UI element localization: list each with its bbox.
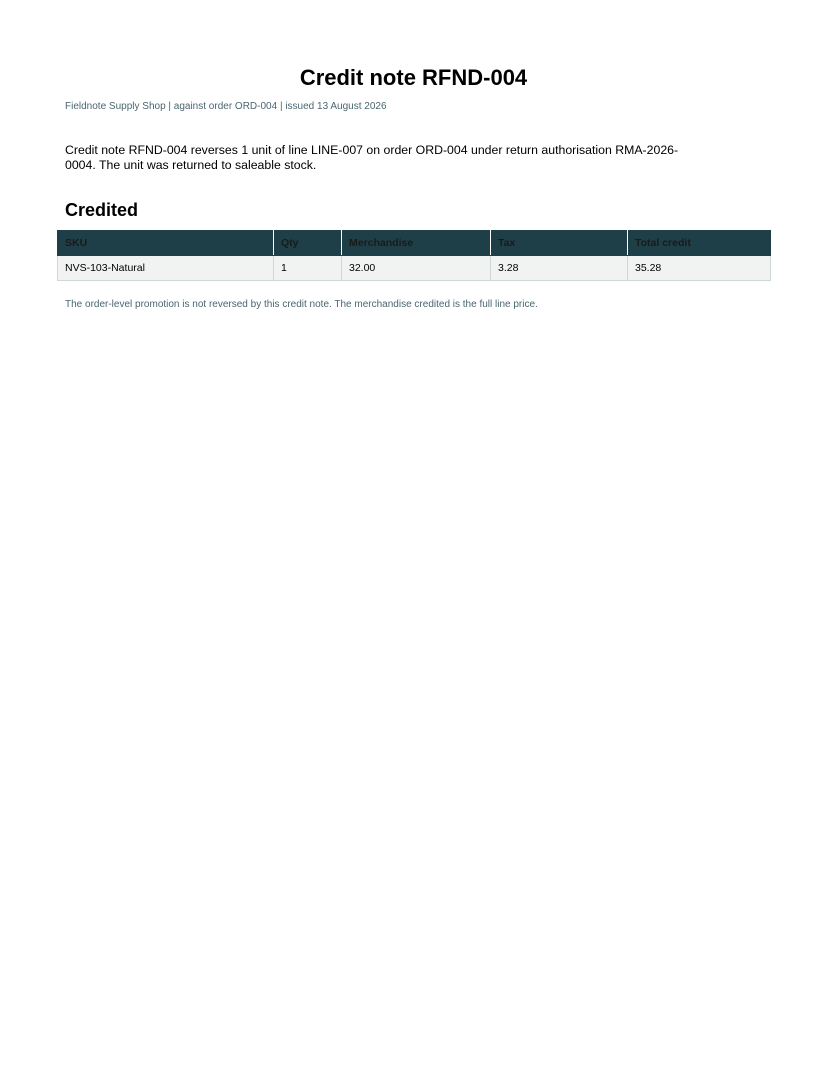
cell-merchandise: 32.00 bbox=[342, 256, 491, 281]
column-header-merchandise: Merchandise bbox=[342, 231, 491, 256]
credited-items-table bbox=[57, 230, 771, 281]
credit-summary-paragraph: Credit note RFND-004 reverses 1 unit of line LINE-007 on order ORD-004 under return authorisation RMA-2026-0004. The unit was returned to saleable stock. bbox=[65, 143, 679, 172]
column-header-tax: Tax bbox=[491, 231, 628, 256]
cell-tax: 3.28 bbox=[491, 256, 628, 281]
column-header-qty: Qty bbox=[274, 231, 342, 256]
credited-section-heading: Credited bbox=[65, 200, 139, 220]
promotion-footnote: The order-level promotion is not reversed by this credit note. The merchandise credited is the full line price. bbox=[65, 299, 538, 310]
cell-qty: 1 bbox=[274, 256, 342, 281]
document-title: Credit note RFND-004 bbox=[299, 65, 528, 90]
cell-total-credit: 35.28 bbox=[628, 256, 771, 281]
cell-sku: NVS-103-Natural bbox=[58, 256, 274, 281]
table-row bbox=[58, 256, 771, 281]
document-meta-line: Fieldnote Supply Shop | against order ORD-004 | issued 13 August 2026 bbox=[65, 101, 387, 112]
column-header-total-credit: Total credit bbox=[628, 231, 771, 256]
table-header-row bbox=[58, 231, 771, 256]
column-header-sku: SKU bbox=[58, 231, 274, 256]
